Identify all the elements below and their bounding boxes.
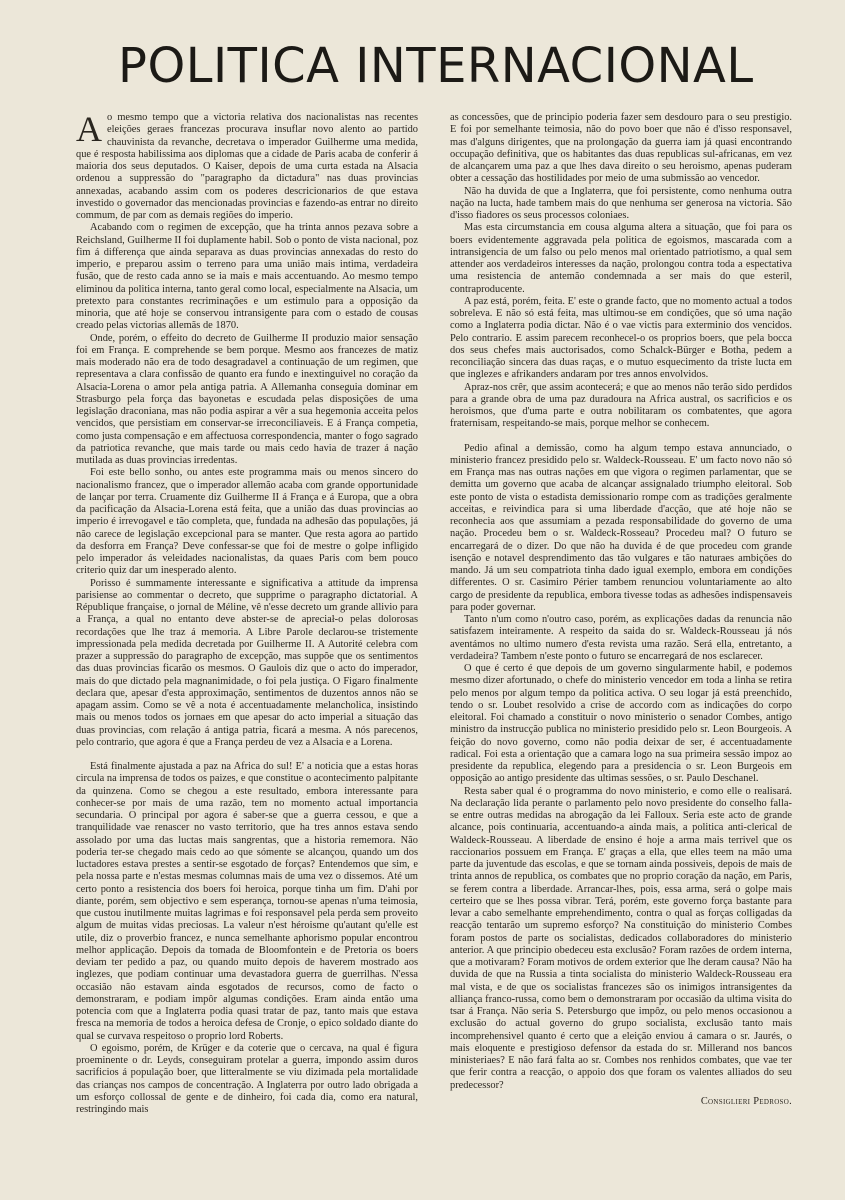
paragraph: Pedio afinal a demissão, como ha algum tempo estava annunciado, o ministerio francez presidido pelo sr. Waldeck-Rousseau. E' um facto novo não só em França mas nas outras nações em que vigora o regimen parlamentar, que se demitta um governo que acaba de alcançar assignalado triumpho eleitoral. Sob este ponto de vista o estadista demissionario rompe com as tradições geralmente acceitas, e reivindica para si uma liberdade d'acção, que até hoje não se reconhecia aos que assumiam a pezada responsabilidade do governo de uma nação. Procedeu bem o sr. Waldeck-Rosseau? Procedeu mal? O futuro se encarregará de o dizer. Do que não ha duvida é de que procedeu com grande isenção e notavel desprendimento das tão vulgares e tão naturaes ambições do mando. Já um seu compatriota tinha dado igual exemplo, embora em condições differentes. O sr. Casimiro Périer tambem renunciou voluntariamente ao alto cargo de presidente da republica, embora tivesse todas as adhesões indispensaveis para poder governar. (450, 442, 792, 613)
paragraph: Onde, porém, o effeito do decreto de Guilherme II produzio maior sensação foi em França. E comprehende se bem porque. Mesmo aos francezes de matiz mais moderado não era de todo desagradavel a continuação de um regimen, que representava a clara confissão de quanto era fundo e inextinguivel no coração da Alsacia-Lorena o amor pela antiga patria. A Allemanha conseguia dominar em Strasburgo pela força das bayonetas e escudada pelas disposições de uma legislação draconiana, mas não podia aspirar a vêr a sua hegemonia acceita pelos vencidos, que persistiam em conservar-se irreconciliaveis. E á França competia, como justa compensação e em affectuosa correspondencia, manter o fogo sagrado da patriotica revanche, que mais tarde ou mais cedo havia de trazer á nação mutilada as duas provincias irredentas. (76, 332, 418, 466)
paragraph: Resta saber qual é o programma do novo ministerio, e como elle o realisará. Na declaração lida perante o parlamento pelo novo presidente do conselho falla-se entre outras medidas na abrogação da lei Falloux. Seria este acto de grande alcance, pois continuaria, accentuando-a ainda mais, a politica anti-clerical de Waldeck-Rousseau. A liberdade de ensino é hoje a arma mais terrivel que os raccionarios possuem em França. E' graças a ella, que elles teem na mão uma parte da juventude das escolas, e que se tornam ainda possiveis, depois de mais de trinta annos de republica, os combates que no proprio coração da nação, em Paris, se ferem contra a liberdade. Arrancar-lhes, pois, essa arma, será o golpe mais certeiro que se lhes possa vibrar. Terá, porém, este governo força bastante para levar a cabo semelhante emprehendimento, contra o qual as forças colligadas da reacção tentarão um supremo esforço? Na constituição do ministerio Combes foram postos de parte os socialistas, dedicados collaboradores do ministerio anterior. A que principio obedeceu esta exclusão? Foram razões de ordem interna, que a motivaram? Foram motivos de ordem exterior que lhe deram causa? Não ha duvida de que na Russia a tinta socialista do ministerio Waldeck-Rousseau era mal vista, e de que os socialistas francezes são os inimigos intransigentes da alliança franco-russa, como bem o demonstraram por occasião da ultima visita do tsar á França. Não seria S. Petersburgo que impôz, ou pelo menos occasionou a exclusão do actual governo do grupo socialista, exclusão tanto mais incomprehensivel quanto é certo que a eleição enviou á camara o sr. Jaurés, o mais eloquente e prestigioso defensor da estada do sr. Millerand nos bancos ministeriaes? E não fará falta ao sr. Combes nos renhidos combates, que vae ter que ferir contra a reacção, o appoio dos que foram os valentes alliados do seu predecessor? (450, 785, 792, 1091)
paragraph: Está finalmente ajustada a paz na Africa do sul! E' a noticia que a estas horas circula na imprensa de todos os paizes, e que constitue o acontecimento palpitante da quinzena. Como se chegou a este resultado, embora interessante para conhecer-se por mais de uma razão, tem no momento actual importancia secundaria. O principal por agora é saber-se que a guerra cessou, e que a tranquilidade vae renascer no vasto territorio, que ha tres annos estava sendo assolado por uma das luctas mais sangrentas, que a historia rememora. Não poderia ter-se chegado mais cedo ao que sómente se alcançou, quando um dos luctadores estava prestes a sentir-se esgotado de forças? Entendemos que sim, e pela nossa parte e n'estas mesmas columnas mais de uma vez o dissemos. Até um certo ponto a resistencia dos boers foi heroica, porque tinha um fim. D'ahi por diante, porém, sem objectivo e sem esperança, tornou-se apenas n'uma teimosia, que custou inutilmente muitas lagrimas e foi responsavel pela perda sem proveito algum de muitas vidas preciosas. La valeur n'est héroisme qu'autant qu'elle est utile, diz o proverbio francez, e nunca semelhante aphorismo popular encontrou melhor applicação. Depois da tomada de Bloomfontein e de Pretoria os boers deviam ter pedido a paz, ou quando muito depois de haverem mostrado aos inglezes, que podiam continuar uma devastadora guerra de guerrilhas. N'essa occasião não estavam ainda esgotados de recursos, como de facto o demonstraram, e podiam impôr algumas condições. Eram ainda então uma potencia com que a Inglaterra podia quasi tratar de paz, tanto mais que estava fresca na memoria de todos a heroica defesa de Cronje, o epico soldado diante do qual se curvava respeitoso o proprio lord Roberts. (76, 761, 418, 1042)
page-title: POLITICA INTERNACIONAL (118, 38, 754, 94)
paragraph: as concessões, que de principio poderia fazer sem desdouro para o seu prestigio. E foi por semelhante teimosia, não do povo boer que não é d'isso responsavel, mas d'alguns dirigentes, que na prolongação da guerra iam já quasi encontrando occupação definitiva, que os habitantes das duas republicas sul-africanas, em vez de alcançarem uma paz a que lhes dava direito o seu heroismo, apenas puderam obter a cessação das hostilidades por meio de uma submissão ao vencedor. (450, 112, 792, 185)
right-column (450, 112, 792, 1142)
paragraph: Mas esta circumstancia em cousa alguma altera a situação, que foi para os boers evidentemente aggravada pela politica de egoismos, mascarada com a intransigencia de um falso ou pelo menos mal orientado patriotismo, a qual sem attender aos verdadeiros interesses da nação, prolongou contra toda a espectativa uma resistencia de antemão condemnada a ser mais do que esteril, contraproducente. (450, 222, 792, 295)
drop-cap: A (76, 112, 102, 149)
author-signature: Consiglieri Pedroso. (700, 1095, 792, 1107)
paragraph: A paz está, porém, feita. E' este o grande facto, que no momento actual a todos sobreleva. E não só está feita, mas ultimou-se em condições, que só uma nação como a Inglaterra podia dictar. Não é o vae victis para exterminio dos vencidos. Pelo contrario. E assim parecem reconhecel-o os proprios boers, que pela bocca dos seus chefes mais auctorisados, como Schalck-Bürger e Botha, pedem a reconciliação sincera das duas raças, e o mutuo esquecimento da triste lucta em que inglezes e afrikanders andaram por tres annos envolvidos. (450, 295, 792, 381)
paragraph: Não ha duvida de que a Inglaterra, que foi persistente, como nenhuma outra nação na lucta, hade tambem mais do que nenhuma ser generosa na victoria. São d'isso fiadores os seus processos coloniaes. (450, 185, 792, 221)
paragraph: O que é certo é que depois de um governo singularmente habil, e podemos mesmo dizer afortunado, o chefe do ministerio vencedor em toda a linha se retira pelo menos por algum tempo da politica activa. O seu logar já está preenchido, tendo o sr. Loubet resolvido a crise de accordo com as indicações do corpo eleitoral. Foi chamado a constituir o novo ministerio o senador Combes, antigo ministro da instrucção publica no ministerio presidido pelo sr. Leon Bourgeois. A feição do novo governo, como não podia deixar de ser, é accentuadamente radical. Foi esta a orientação que a camara logo na sua primeira sessão impoz ao presidente da republica, elegendo para a presidencia o sr. Leon Burgeois em opposição ao antigo presidente das ultimas sessões, o sr. Paulo Deschanel. (450, 663, 792, 785)
paragraph: Apraz-nos crêr, que assim acontecerá; e que ao menos não terão sido perdidos para a grande obra de uma paz duradoura na Africa austral, os sacrificios e os heroismos, que d'uma parte e outra nobilitaram os combatentes, que agora fraternisam, respeitando-se mais, porque melhor se conhecem. (450, 381, 792, 430)
paragraph: Foi este bello sonho, ou antes este programma mais ou menos sincero do nacionalismo francez, que o imperador allemão acaba com grande opportunidade de lançar por terra. Cruamente diz Guilherme II á França e á Europa, que a obra da pacificação da Alsacia-Lorena está feita, que a união das duas provincias ao imperio é irrevogavel e tão completa, que, fundada na adhesão das populações, já não carece de legislação excepcional para se manter. Que resta agora ao partido da desforra em França? Deve confessar-se que foi de mestre o golpe infligido pelo imperador ás veleidades nacionalistas, da quaes Paris com bem pouco criterio quiz dar um inesperado alento. (76, 467, 418, 577)
paragraph: O egoismo, porém, de Krüger e da coterie que o cercava, na qual é figura proeminente o dr. Leyds, conseguiram protelar a guerra, impondo assim duros sacrificios á população boer, que litteralmente se viu dizimada pela mortalidade das crianças nos campos de concentração. A Inglaterra por outro lado obrigada a um esforço collossal de gente e de dinheiro, foi cada dia, como era natural, restringindo mais (76, 1042, 418, 1115)
paragraph: Acabando com o regimen de excepção, que ha trinta annos pezava sobre a Reichsland, Guilherme II foi duplamente habil. Sob o ponto de vista nacional, poz fim á differença que ainda separava as duas provincias annexadas do resto do imperio, e preparou assim o terreno para uma união mais intima, verdadeira fusão, que de resto cada anno se ia mais e mais accentuando. Ao mesmo tempo eliminou da politica interna, tanto geral como local, especialmente na Alsacia, um pretexto para constantes recriminações e um estimulo para a opposição da minoria, que até hoje se conservou intransigente para com o estado de cousas creado pelas victorias allemãs de 1870. (76, 222, 418, 332)
left-column (76, 112, 418, 1142)
paragraph: Porisso é summamente interessante e significativa a attitude da imprensa parisiense ao commentar o decreto, que supprime o paragrapho dictatorial. A République française, o jornal de Méline, vê n'esse decreto um grande allivio para a França, a qual no entanto deve abster-se de apreciał-o pelas dolorosas recordações que lhe traz á memoria. A Libre Parole declarou-se tristemente impressionada pela medida decretada por Guilherme II. A Autorité celebra com prazer a suppressão do paragrapho de excepção, mas suppõe que os sentimentos das duas provincias ficarão os mesmos. O Gaulois diz que o acto do imperador, mais do que dictado pela magnanimidade, o foi pela justiça. O Figaro finalmente declara que, apesar d'esta approximação, sentimentos de duzentos annos não se apagam assim. Como se vê a nota é accentuadamente melancholica, insistindo mais ou menos todos os jornaes em que apesar do acto imperial a situação das duas provincias, com relação á antiga patria, ficará a mesma. A nós parecenos, pelo contrario, que agora é que a França perdeu de vez a Alsacia e a Lorena. (76, 577, 418, 748)
paragraph: Tanto n'um como n'outro caso, porém, as explicações dadas da renuncia não satisfazem inteiramente. A respeito da saida do sr. Waldeck-Rousseau já nós aventámos no ultimo numero d'esta revista uma razão. Será ella, entretanto, a verdadeira? Tambem n'este ponto o futuro se encarregará de nos esclarecer. (450, 614, 792, 662)
paragraph (76, 112, 418, 222)
paragraph-text: o mesmo tempo que a victoria relativa dos nacionalistas nas recentes eleições geraes francezas procurava insuflar novo alento ao partido chauvinista da revanche, decretava o imperador Guilherme uma medida, que é resposta habilissima aos diplomas que a cidade de Paris acaba de conferir á maioria dos seus deputados. O Kaiser, depois de uma curta estada na Alsacia ordenou a suppressão do "paragrapho da dictadura" nas duas provincias annexadas, acabando assim com os poderes descricionarios de que estava investido o governador das mencionadas provincias e fazendo-as entrar no direito commum, de par com as demais regiões do imperio. (76, 112, 418, 221)
